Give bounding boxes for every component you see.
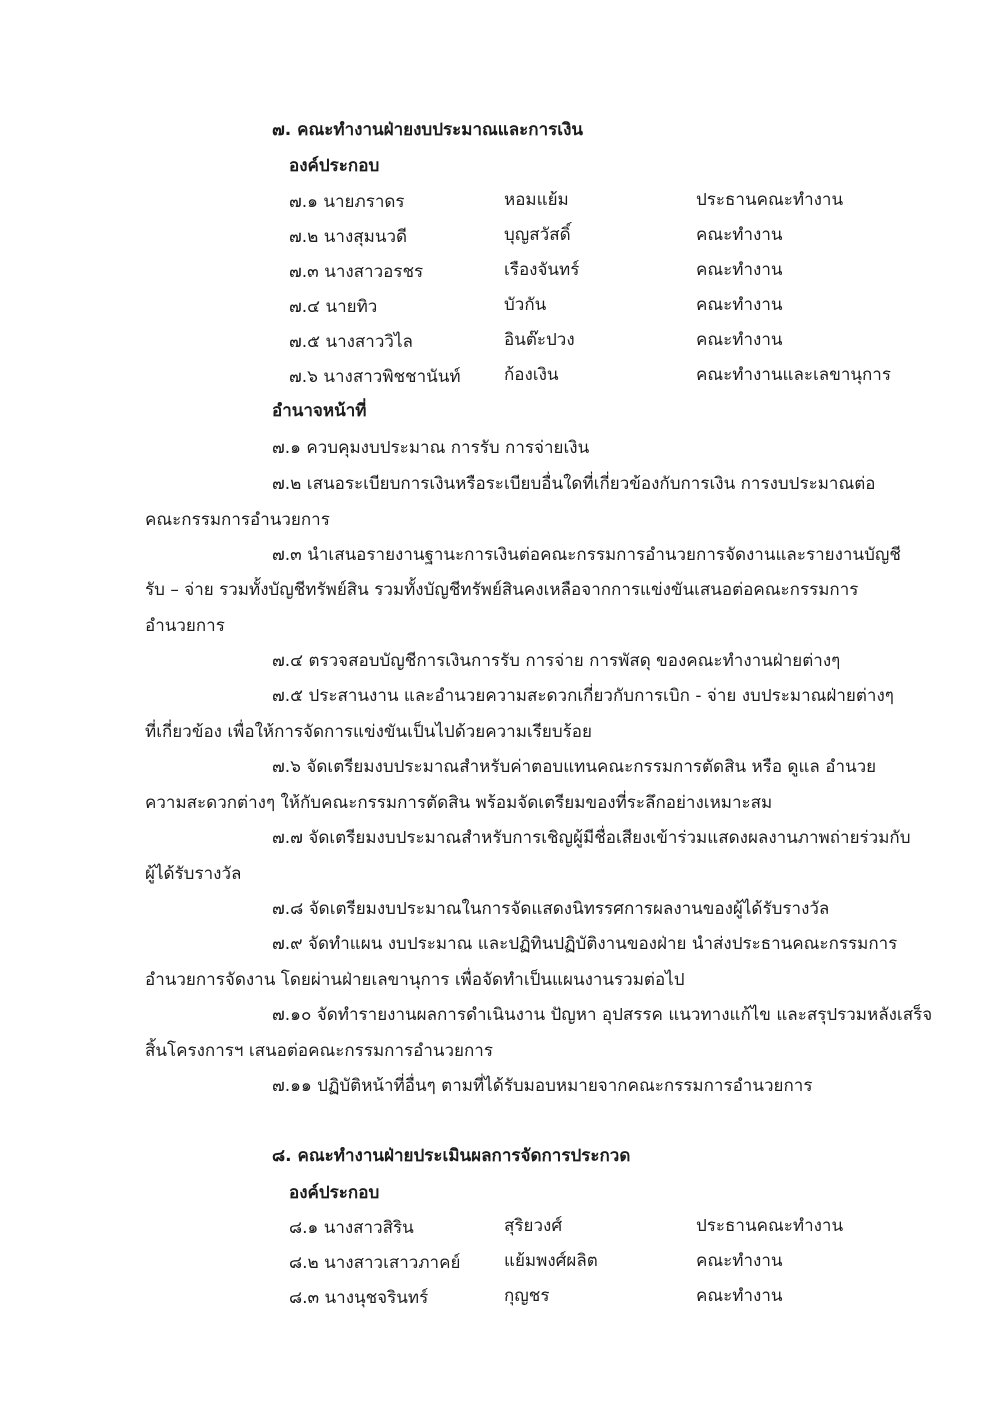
member-name: ๗.๖ นางสาวพิชชานันท์: [289, 367, 461, 387]
duty-line: คณะกรรมการอำนวยการ: [145, 510, 330, 530]
duty-line: ๗.๗ จัดเตรียมงบประมาณสำหรับการเชิญผู้มีชื่อเสียงเข้าร่วมแสดงผลงานภาพถ่ายร่วมกับ: [272, 828, 911, 848]
section-7-duties-label: อำนาจหน้าที่: [272, 401, 367, 421]
duty-line: รับ – จ่าย รวมทั้งบัญชีทรัพย์สิน รวมทั้งบัญชีทรัพย์สินคงเหลือจากการแข่งขันเสนอต่อคณะกรรมการ: [145, 580, 859, 600]
section-8-members-label: องค์ประกอบ: [289, 1183, 380, 1203]
member-name: ๗.๕ นางสาววิไล: [289, 332, 413, 352]
duty-line: ๗.๑ ควบคุมงบประมาณ การรับ การจ่ายเงิน: [272, 438, 590, 458]
duty-line: ที่เกี่ยวข้อง เพื่อให้การจัดการแข่งขันเป็นไปด้วยความเรียบร้อย: [145, 722, 592, 742]
member-name: ๘.๒ นางสาวเสาวภาคย์: [289, 1253, 461, 1273]
member-name: ๗.๔ นายทิว: [289, 297, 378, 317]
member-name: ๗.๒ นางสุมนวดี: [289, 227, 408, 247]
member-role: คณะทำงานและเลขานุการ: [696, 365, 891, 385]
member-surname: เรืองจันทร์: [504, 260, 580, 280]
section-7-heading: ๗. คณะทำงานฝ่ายงบประมาณและการเงิน: [272, 120, 583, 140]
duty-line: ๗.๕ ประสานงาน และอำนวยความสะดวกเกี่ยวกับการเบิก - จ่าย งบประมาณฝ่ายต่างๆ: [272, 686, 894, 706]
member-role: คณะทำงาน: [696, 260, 783, 280]
member-name: ๘.๓ นางนุชจรินทร์: [289, 1288, 429, 1308]
member-surname: หอมแย้ม: [504, 190, 569, 210]
duty-line: ๗.๘ จัดเตรียมงบประมาณในการจัดแสดงนิทรรศการผลงานของผู้ได้รับรางวัล: [272, 899, 830, 919]
duty-line: ๗.๔ ตรวจสอบบัญชีการเงินการรับ การจ่าย การพัสดุ ของคณะทำงานฝ่ายต่างๆ: [272, 651, 841, 671]
member-surname: บัวกัน: [504, 295, 547, 315]
member-surname: อินต๊ะปวง: [504, 330, 575, 350]
member-role: ประธานคณะทำงาน: [696, 1216, 844, 1236]
duty-line: ผู้ได้รับรางวัล: [145, 864, 242, 884]
member-role: คณะทำงาน: [696, 330, 783, 350]
duty-line: ๗.๑๐ จัดทำรายงานผลการดำเนินงาน ปัญหา อุปสรรค แนวทางแก้ไข และสรุปรวมหลังเสร็จ: [272, 1005, 933, 1025]
member-role: คณะทำงาน: [696, 1251, 783, 1271]
member-role: คณะทำงาน: [696, 225, 783, 245]
member-name: ๘.๑ นางสาวสิริน: [289, 1218, 414, 1238]
member-surname: แย้มพงศ์ผลิต: [504, 1251, 598, 1271]
member-name: ๗.๑ นายภราดร: [289, 192, 405, 212]
duty-line: ๗.๑๑ ปฏิบัติหน้าที่อื่นๆ ตามที่ได้รับมอบหมายจากคณะกรรมการอำนวยการ: [272, 1076, 813, 1096]
member-surname: กุญชร: [504, 1286, 550, 1306]
section-8-heading: ๘. คณะทำงานฝ่ายประเมินผลการจัดการประกวด: [272, 1146, 631, 1166]
duty-line: สิ้นโครงการฯ เสนอต่อคณะกรรมการอำนวยการ: [145, 1041, 493, 1061]
duty-line: ๗.๙ จัดทำแผน งบประมาณ และปฏิทินปฏิบัติงานของฝ่าย นำส่งประธานคณะกรรมการ: [272, 934, 898, 954]
duty-line: ความสะดวกต่างๆ ให้กับคณะกรรมการตัดสิน พร้อมจัดเตรียมของที่ระลึกอย่างเหมาะสม: [145, 793, 773, 813]
member-surname: สุริยวงศ์: [504, 1216, 563, 1236]
duty-line: ๗.๒ เสนอระเบียบการเงินหรือระเบียบอื่นใดที่เกี่ยวข้องกับการเงิน การงบประมาณต่อ: [272, 474, 876, 494]
duty-line: ๗.๖ จัดเตรียมงบประมาณสำหรับค่าตอบแทนคณะกรรมการตัดสิน หรือ ดูแล อำนวย: [272, 757, 877, 777]
duty-line: ๗.๓ นำเสนอรายงานฐานะการเงินต่อคณะกรรมการอำนวยการจัดงานและรายงานบัญชี: [272, 545, 901, 565]
member-role: คณะทำงาน: [696, 1286, 783, 1306]
member-role: ประธานคณะทำงาน: [696, 190, 844, 210]
duty-line: อำนวยการจัดงาน โดยผ่านฝ่ายเลขานุการ เพื่อจัดทำเป็นแผนงานรวมต่อไป: [145, 970, 685, 990]
member-role: คณะทำงาน: [696, 295, 783, 315]
member-name: ๗.๓ นางสาวอรชร: [289, 262, 424, 282]
member-surname: ก้องเงิน: [504, 365, 559, 385]
section-7-members-label: องค์ประกอบ: [289, 156, 380, 176]
member-surname: บุญสวัสดิ์: [504, 225, 571, 245]
duty-line: อำนวยการ: [145, 616, 225, 636]
